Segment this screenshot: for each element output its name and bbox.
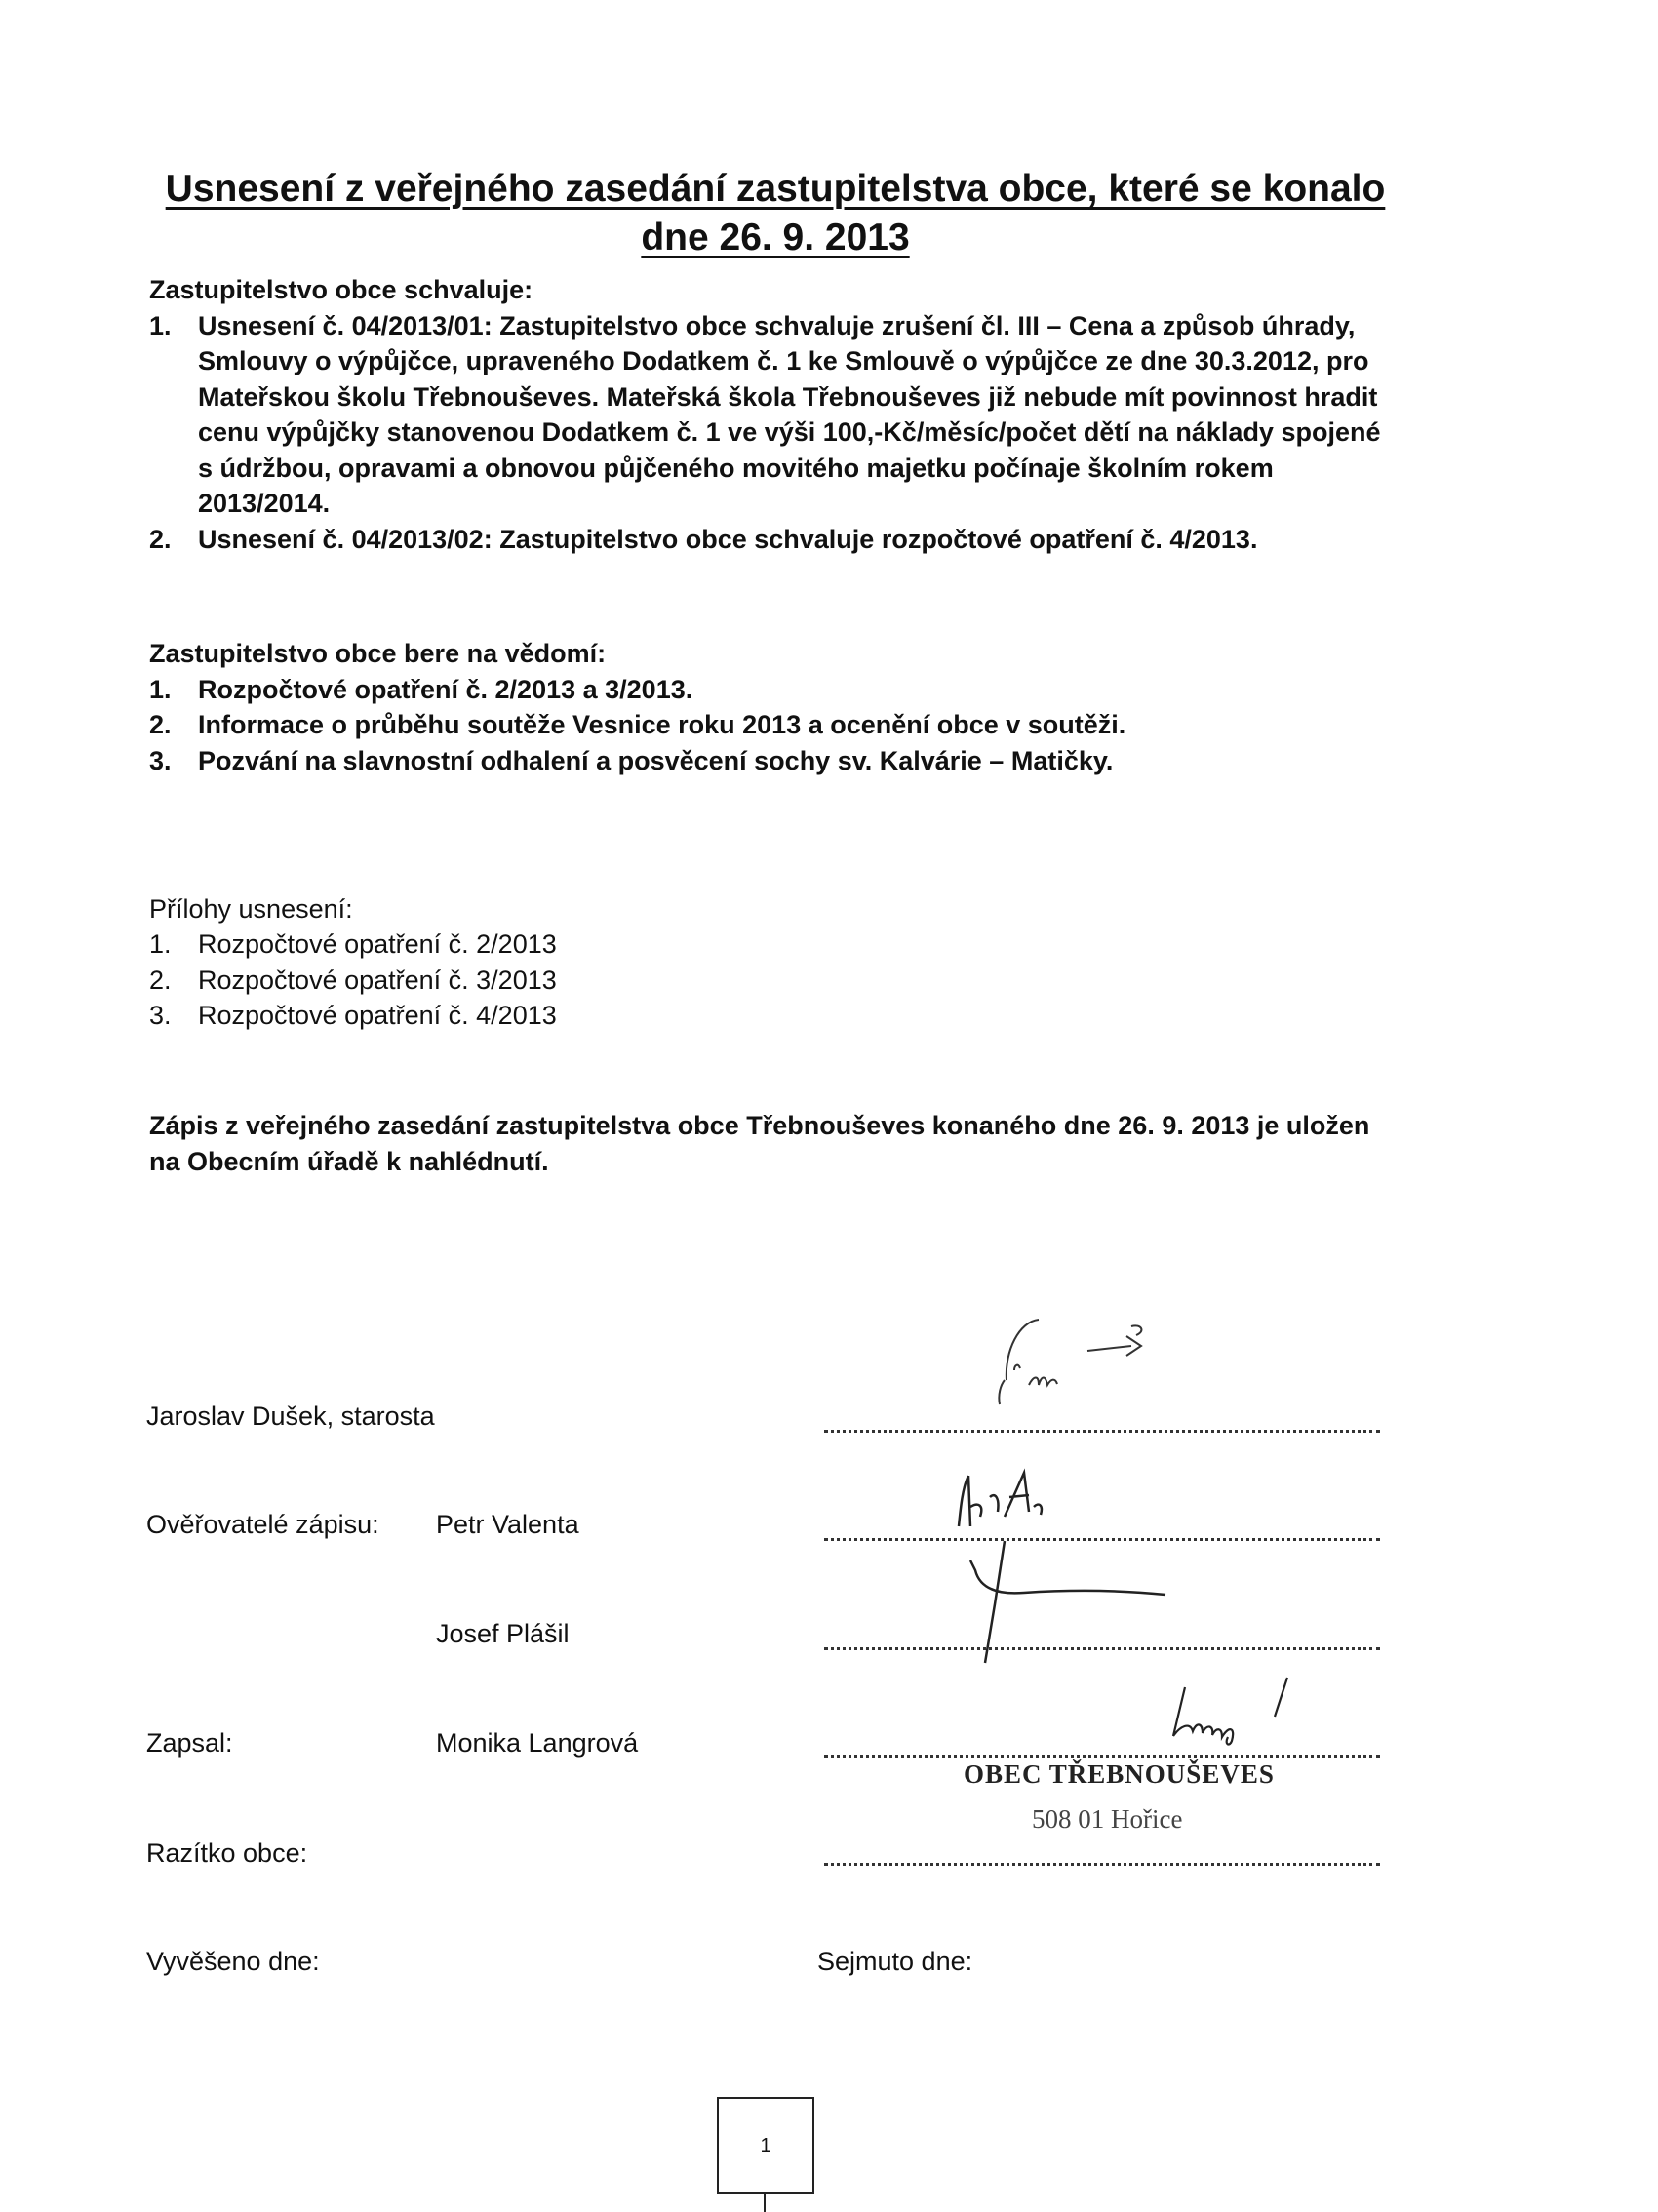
- notes-heading: Zastupitelstvo obce bere na vědomí:: [149, 639, 607, 668]
- page-number: 1: [760, 2134, 771, 2156]
- stamp-label: Razítko obce:: [146, 1838, 308, 1868]
- document-title-date: dne 26. 9. 2013: [641, 217, 910, 258]
- attachments-item-3-number: 3.: [149, 1001, 172, 1030]
- notes-item-3-number: 3.: [149, 746, 172, 775]
- verifier-signatures: [951, 1468, 1195, 1673]
- mayor-signature-line: [824, 1430, 1380, 1433]
- removed-date-label: Sejmuto dne:: [817, 1947, 973, 1976]
- approves-item-1-line-6: 2013/2014.: [198, 489, 331, 518]
- attachments-item-2-number: 2.: [149, 966, 172, 995]
- notes-item-2-number: 2.: [149, 710, 172, 739]
- approves-item-1-line-3: Mateřskou školu Třebnouševes. Mateřská škola Třebnouševes již nebude mít povinnost hradit: [198, 382, 1378, 412]
- verifiers-label: Ověřovatelé zápisu:: [146, 1510, 379, 1539]
- page-number-box: [717, 2097, 814, 2194]
- municipal-stamp-name: OBEC TŘEBNOUŠEVES: [964, 1759, 1275, 1789]
- approves-item-1-line-5: s údržbou, opravami a obnovou půjčeného movitého majetku počínaje školním rokem: [198, 454, 1274, 483]
- municipal-stamp-address: 508 01 Hořice: [1032, 1804, 1183, 1834]
- notes-item-3-text: Pozvání na slavnostní odhalení a posvěcení sochy sv. Kalvárie – Matičky.: [198, 746, 1114, 775]
- verifier-1-name: Petr Valenta: [436, 1510, 579, 1539]
- recorder-label: Zapsal:: [146, 1728, 233, 1758]
- document-title: Usnesení z veřejného zasedání zastupitelstva obce, které se konalo: [165, 168, 1386, 210]
- approves-item-2-number: 2.: [149, 525, 172, 554]
- recorder-signature-line: [824, 1755, 1380, 1758]
- approves-item-2-line-1: Usnesení č. 04/2013/02: Zastupitelstvo obce schvaluje rozpočtové opatření č. 4/2013.: [198, 525, 1258, 554]
- approves-item-1-number: 1.: [149, 311, 172, 340]
- approves-item-1-line-4: cenu výpůjčky stanovenou Dodatkem č. 1 ve výši 100,-Kč/měsíc/počet dětí na náklady spojené: [198, 417, 1381, 447]
- notes-item-1-number: 1.: [149, 675, 172, 704]
- mayor-label: Jaroslav Dušek, starosta: [146, 1402, 435, 1431]
- attachments-item-3-text: Rozpočtové opatření č. 4/2013: [198, 1001, 557, 1030]
- notes-item-1-text: Rozpočtové opatření č. 2/2013 a 3/2013.: [198, 675, 693, 704]
- attachments-item-1-text: Rozpočtové opatření č. 2/2013: [198, 929, 557, 959]
- verifier-2-name: Josef Plášil: [436, 1619, 570, 1648]
- posted-date-label: Vyvěšeno dne:: [146, 1947, 320, 1976]
- page-number-stem: [764, 2192, 766, 2212]
- attachments-heading: Přílohy usnesení:: [149, 894, 353, 924]
- record-note-line-1: Zápis z veřejného zasedání zastupitelstva obce Třebnouševes konaného dne 26. 9. 2013 je uložen: [149, 1111, 1370, 1140]
- attachments-item-1-number: 1.: [149, 929, 172, 959]
- approves-item-1-line-2: Smlouvy o výpůjčce, upraveného Dodatkem č. 1 ke Smlouvě o výpůjčce ze dne 30.3.2012, pro: [198, 346, 1369, 375]
- approves-item-1-line-1: Usnesení č. 04/2013/01: Zastupitelstvo obce schvaluje zrušení čl. III – Cena a způsob úhrady,: [198, 311, 1356, 340]
- recorder-name: Monika Langrová: [436, 1728, 639, 1758]
- recorder-signature: [1146, 1673, 1302, 1751]
- stamp-line: [824, 1863, 1380, 1866]
- notes-item-2-text: Informace o průběhu soutěže Vesnice roku 2013 a ocenění obce v soutěži.: [198, 710, 1126, 739]
- approves-heading: Zastupitelstvo obce schvaluje:: [149, 275, 533, 304]
- record-note-line-2: na Obecním úřadě k nahlédnutí.: [149, 1147, 549, 1176]
- mayor-signature: [985, 1312, 1219, 1419]
- attachments-item-2-text: Rozpočtové opatření č. 3/2013: [198, 966, 557, 995]
